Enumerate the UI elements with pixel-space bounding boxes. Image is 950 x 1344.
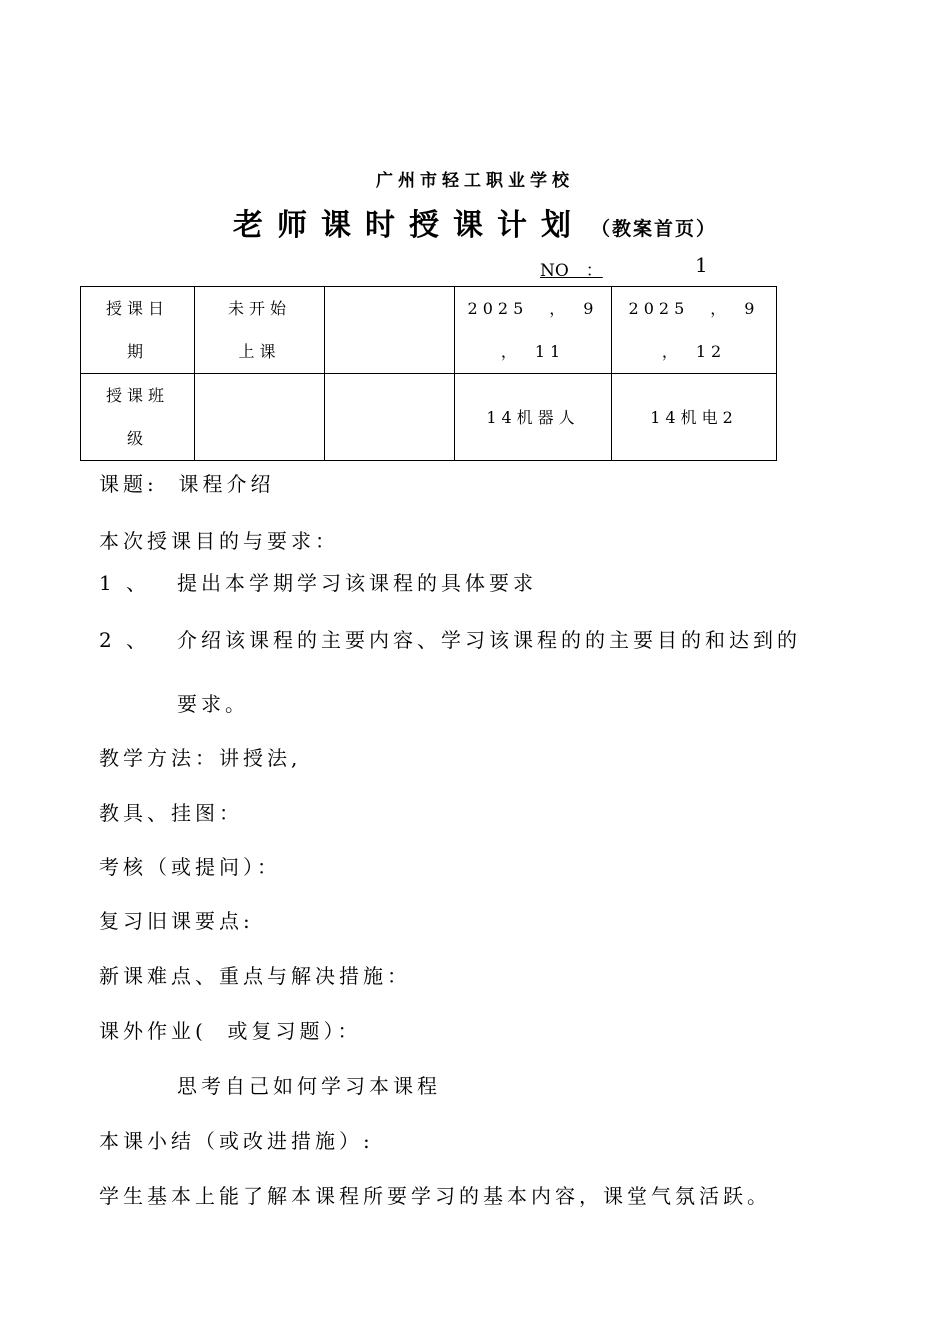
number-value: 1 bbox=[695, 253, 708, 277]
school-name: 广州市轻工职业学校 bbox=[376, 171, 574, 191]
status-cell: 未开始 上课 bbox=[195, 287, 325, 374]
title-main: 老师课时授课计划 bbox=[232, 208, 585, 243]
objective-number: 1 、 bbox=[99, 571, 151, 595]
objective-number: 2 、 bbox=[99, 628, 151, 652]
assessment: 考核（或提问）： bbox=[99, 855, 281, 879]
summary-heading: 本课小结（或改进措施）: bbox=[99, 1129, 374, 1153]
empty-cell bbox=[195, 374, 325, 461]
objectives-heading: 本次授课目的与要求： bbox=[99, 529, 339, 553]
homework-item: 思考自己如何学习本课程 bbox=[177, 1074, 441, 1098]
teaching-tools: 教具、挂图： bbox=[99, 801, 243, 825]
date-label-cell: 授课日 期 bbox=[81, 287, 195, 374]
number-label: NO ： bbox=[540, 261, 603, 281]
page-title bbox=[0, 200, 950, 244]
topic: 课题: 课程介绍 bbox=[99, 472, 275, 496]
class-cell: 14机器人 bbox=[455, 374, 612, 461]
objective-text: 提出本学期学习该课程的具体要求 bbox=[177, 571, 537, 595]
class-cell: 14机电2 bbox=[612, 374, 777, 461]
teaching-method: 教学方法：讲授法, bbox=[99, 746, 302, 770]
homework-heading: 课外作业( 或复习题）： bbox=[99, 1019, 362, 1043]
objective-continuation: 要求。 bbox=[177, 692, 249, 716]
date-cell: 2025 ， 9 ， 12 bbox=[612, 287, 777, 374]
title-subtitle: （教案首页） bbox=[590, 218, 717, 240]
difficulties: 新课难点、重点与解决措施： bbox=[99, 964, 411, 988]
table-row bbox=[81, 374, 777, 461]
review-points: 复习旧课要点: bbox=[99, 909, 254, 933]
objective-text: 介绍该课程的主要内容、学习该课程的的主要目的和达到的 bbox=[177, 628, 801, 652]
schedule-table bbox=[80, 286, 777, 461]
class-label-cell: 授课班 级 bbox=[81, 374, 195, 461]
empty-cell bbox=[325, 374, 455, 461]
date-cell: 2025 ， 9 ， 11 bbox=[455, 287, 612, 374]
empty-cell bbox=[325, 287, 455, 374]
table-row bbox=[81, 287, 777, 374]
summary-text: 学生基本上能了解本课程所要学习的基本内容，课堂气氛活跃。 bbox=[99, 1184, 771, 1208]
